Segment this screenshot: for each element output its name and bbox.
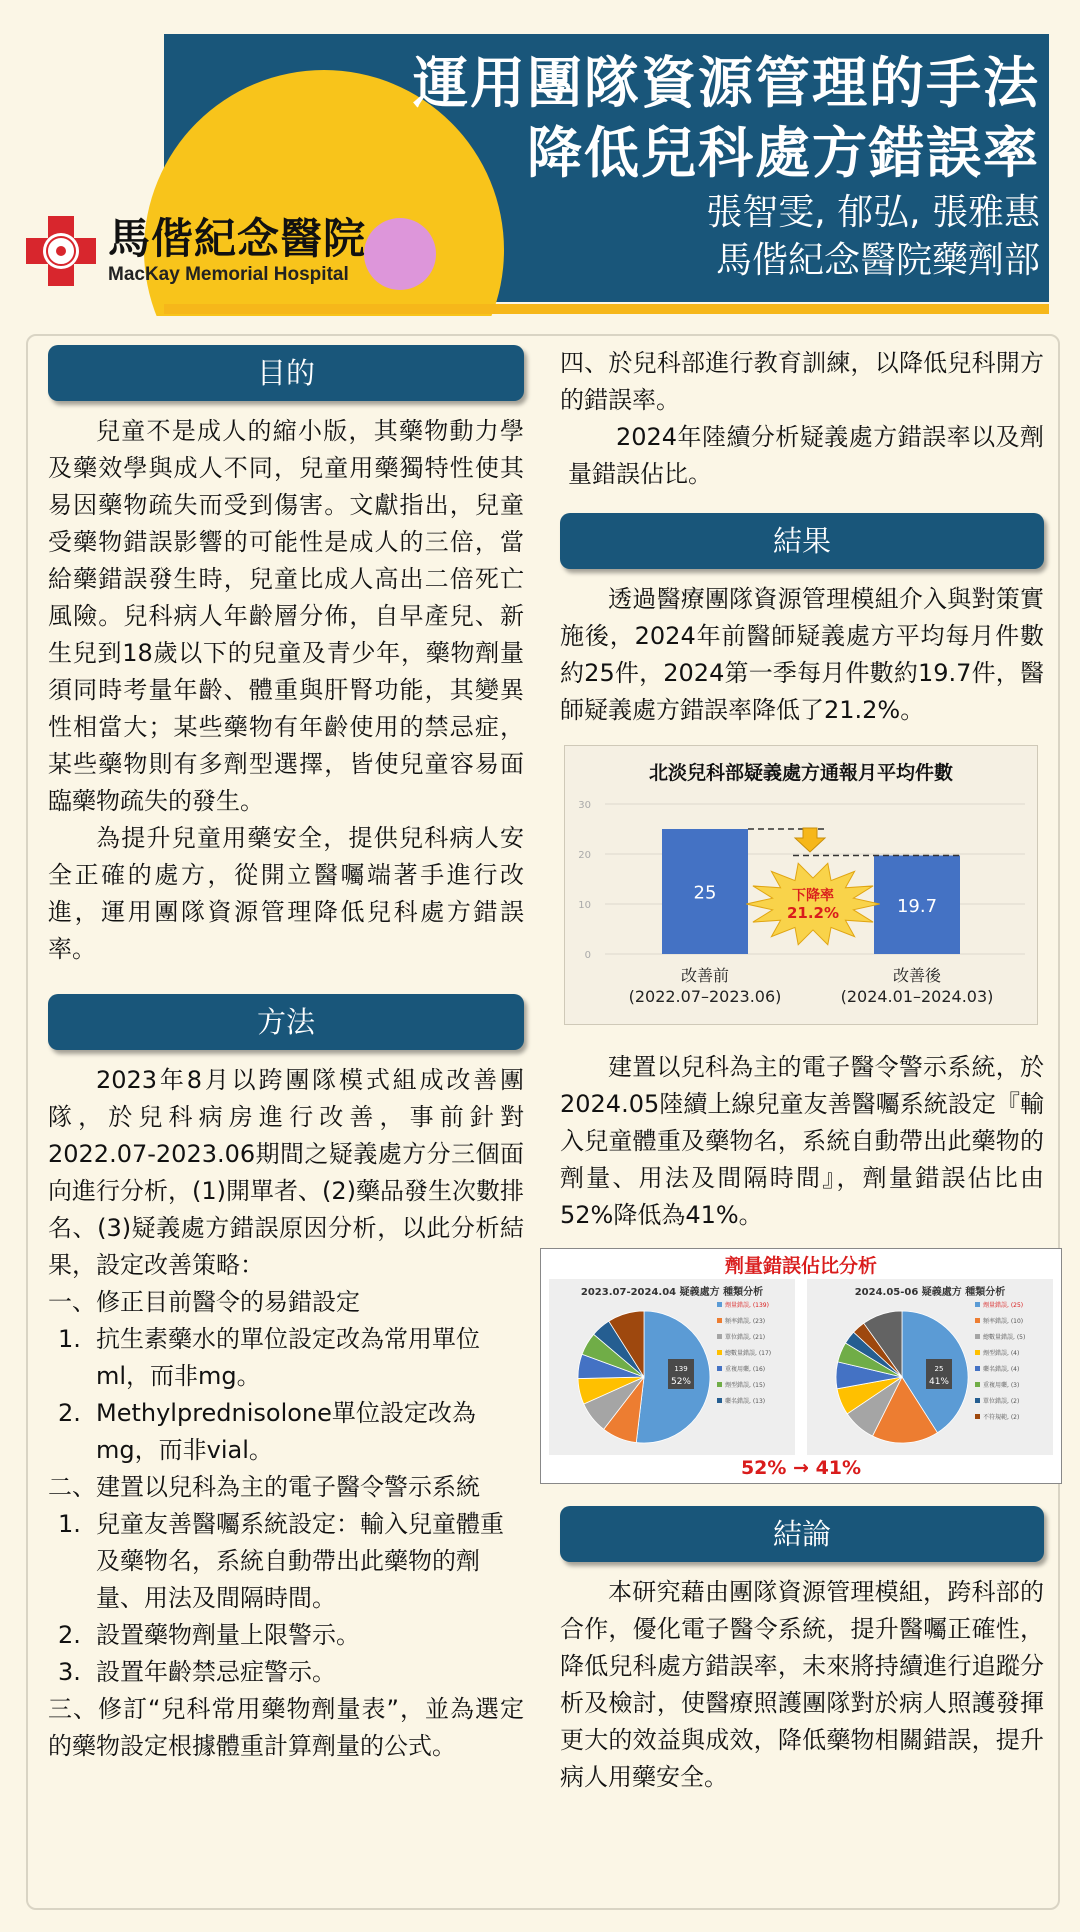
legend-entry: 頻率錯誤, (23) [725, 1318, 766, 1325]
legend-swatch [975, 1334, 980, 1339]
poster-authors: 張智雯, 郁弘, 張雅惠 [706, 192, 1040, 233]
legend-entry: 不符規範, (2) [983, 1414, 1020, 1421]
bar-value-label: 19.7 [896, 895, 938, 917]
legend-entry: 單位錯誤, (21) [725, 1334, 766, 1341]
x-tick-label: 改善前 [680, 966, 730, 985]
legend-swatch [717, 1350, 722, 1355]
list-item: 2. Methylprednisolone單位設定改為mg，而非vial。 [58, 1399, 476, 1464]
right-column [560, 345, 1044, 1796]
left-column [48, 345, 524, 1765]
legend-swatch [717, 1334, 722, 1339]
method-strategy-3: 三、修訂“兒科常用藥物劑量表”，並為選定的藥物設定根據體重計算劑量的公式。 [48, 1695, 524, 1760]
legend-swatch [975, 1318, 980, 1323]
annotation-value: 21.2% [786, 904, 840, 922]
legend-swatch [717, 1318, 722, 1323]
header-stripe [164, 304, 1049, 314]
bar-chart-canvas [565, 746, 1039, 1026]
results-paragraph-2: 建置以兒科為主的電子醫令警示系統，於2024.05陸續上線兒童友善醫囑系統設定『輸入兒童體重及藥物名，系統自動帶出此藥物的劑量、用法及間隔時間』，劑量錯誤佔比由52%降低為41%。 [560, 1053, 1044, 1229]
hospital-cross-icon [24, 214, 98, 288]
legend-swatch [717, 1382, 722, 1387]
legend-entry: 頻率錯誤, (10) [983, 1318, 1024, 1325]
strategy-1-list [48, 1321, 524, 1469]
list-item: 1. 兒童友善醫囑系統設定：輸入兒童體重及藥物名，系統自動帶出此藥物的劑量、用法及間隔時間。 [58, 1510, 504, 1612]
pie-chart-after [807, 1279, 1053, 1455]
pie-panel-title: 2024.05-06 疑義處方 種類分析 [854, 1287, 1006, 1298]
pie-figure-footer: 52% → 41% [740, 1457, 862, 1479]
logo-english-name: MacKay Memorial Hospital [108, 264, 349, 285]
legend-entry: 劑型錯誤, (15) [725, 1382, 766, 1389]
y-tick-label: 10 [578, 900, 591, 911]
y-tick-label: 0 [584, 950, 591, 961]
legend-swatch [975, 1302, 980, 1307]
results-paragraph-1: 透過醫療團隊資源管理模組介入與對策實施後，2024年前醫師疑義處方平均每月件數約25件，2024第一季每月件數約19.7件，醫師疑義處方錯誤率降低了21.2%。 [560, 585, 1044, 724]
conclusion-paragraph: 本研究藉由團隊資源管理模組，跨科部的合作，優化電子醫令系統，提升醫囑正確性，降低兒科處方錯誤率，未來將持續進行追蹤分析及檢討，使醫療照護團隊對於病人照護發揮更大的效益與成效，降低藥物相關錯誤，提升病人用藥安全。 [560, 1578, 1044, 1791]
pie-panel-title: 2023.07-2024.04 疑義處方 種類分析 [580, 1287, 764, 1298]
method-analysis-note: 2024年陸續分析疑義處方錯誤率以及劑量錯誤佔比。 [568, 423, 1044, 488]
logo-chinese-name: 馬偕紀念醫院 [108, 214, 367, 263]
legend-swatch [975, 1366, 980, 1371]
legend-swatch [717, 1366, 722, 1371]
method-strategy-1: 一、修正目前醫令的易錯設定 [48, 1288, 360, 1316]
legend-entry: 重複用藥, (3) [983, 1382, 1020, 1389]
legend-swatch [975, 1414, 980, 1419]
strategy-2-list [48, 1506, 524, 1691]
legend-swatch [717, 1302, 722, 1307]
legend-entry: 劑型錯誤, (4) [983, 1350, 1020, 1357]
hospital-logo [24, 214, 384, 294]
legend-entry: 劑量錯誤, (25) [983, 1302, 1024, 1309]
slice-count-label: 25 [934, 1365, 944, 1373]
slice-percent-label: 52% [670, 1377, 692, 1387]
conclusion-heading: 結論 [560, 1506, 1044, 1562]
method-intro: 2023年8月以跨團隊模式組成改善團隊，於兒科病房進行改善，事前針對2022.07-2023.06期間之疑義處方分三個面向進行分析，(1)開單者、(2)藥品發生次數排名、(3)疑義處方錯誤原因分析，以此分析結果，設定改善策略： [48, 1066, 524, 1279]
legend-entry: 總數量錯誤, (17) [725, 1350, 772, 1357]
x-tick-label: 改善後 [892, 966, 942, 985]
legend-swatch [717, 1398, 722, 1403]
bar-value-label: 25 [693, 882, 717, 904]
poster-title-line1: 運用團隊資源管理的手法 [412, 51, 1040, 115]
pie-chart-before [549, 1279, 795, 1455]
purpose-paragraph-2: 為提升兒童用藥安全，提供兒科病人安全正確的處方，從開立醫囑端著手進行改進，運用團隊資源管理降低兒科處方錯誤率。 [48, 824, 524, 963]
legend-entry: 劑量錯誤, (139) [725, 1302, 769, 1309]
method-strategy-4: 四、於兒科部進行教育訓練，以降低兒科開方的錯誤率。 [560, 349, 1044, 414]
slice-percent-label: 41% [928, 1377, 950, 1387]
legend-swatch [975, 1350, 980, 1355]
purpose-paragraph-1: 兒童不是成人的縮小版，其藥物動力學及藥效學與成人不同，兒童用藥獨特性使其易因藥物疏失而受到傷害。文獻指出，兒童受藥物錯誤影響的可能性是成人的三倍，當給藥錯誤發生時，兒童比成人高出二倍死亡風險。兒科病人年齡層分佈，自早產兒、新生兒到18歲以下的兒童及青少年，藥物劑量須同時考量年齡、體重與肝腎功能，其變異性相當大；某些藥物有年齡使用的禁忌症，某些藥物則有多劑型選擇，皆使兒童容易面臨藥物疏失的發生。 [48, 417, 524, 815]
method-heading: 方法 [48, 994, 524, 1050]
slice-count-label: 139 [674, 1365, 688, 1373]
poster-department: 馬偕紀念醫院藥劑部 [715, 240, 1040, 281]
list-item: 3. 設置年齡禁忌症警示。 [58, 1658, 336, 1686]
x-tick-sublabel: (2024.01–2024.03) [840, 987, 994, 1006]
poster-title-line2: 降低兒科處方錯誤率 [526, 121, 1040, 185]
pie-figure-title: 劑量錯誤佔比分析 [724, 1255, 877, 1277]
legend-entry: 藥名錯誤, (4) [983, 1366, 1020, 1373]
bar-chart-title: 北淡兒科部疑義處方通報月平均件數 [648, 762, 953, 784]
legend-entry: 藥名錯誤, (13) [725, 1398, 766, 1405]
annotation-label: 下降率 [792, 888, 834, 904]
list-item: 1. 抗生素藥水的單位設定改為常用單位ml，而非mg。 [58, 1325, 480, 1390]
bar-chart [564, 745, 1038, 1025]
x-tick-sublabel: (2022.07–2023.06) [628, 987, 782, 1006]
method-strategy-2: 二、建置以兒科為主的電子醫令警示系統 [48, 1473, 480, 1501]
legend-entry: 總數量錯誤, (5) [983, 1334, 1026, 1341]
legend-entry: 單位錯誤, (2) [983, 1398, 1020, 1405]
pie-panel-before [549, 1279, 795, 1455]
purpose-heading: 目的 [48, 345, 524, 401]
list-item: 2. 設置藥物劑量上限警示。 [58, 1621, 360, 1649]
legend-swatch [975, 1382, 980, 1387]
results-heading: 結果 [560, 513, 1044, 569]
y-tick-label: 20 [578, 850, 591, 861]
down-arrow-icon [795, 828, 825, 852]
pie-panel-after [807, 1279, 1053, 1455]
y-tick-label: 30 [578, 800, 591, 811]
pie-chart-figure [540, 1248, 1062, 1484]
legend-entry: 重複用藥, (16) [725, 1366, 766, 1373]
legend-swatch [975, 1398, 980, 1403]
